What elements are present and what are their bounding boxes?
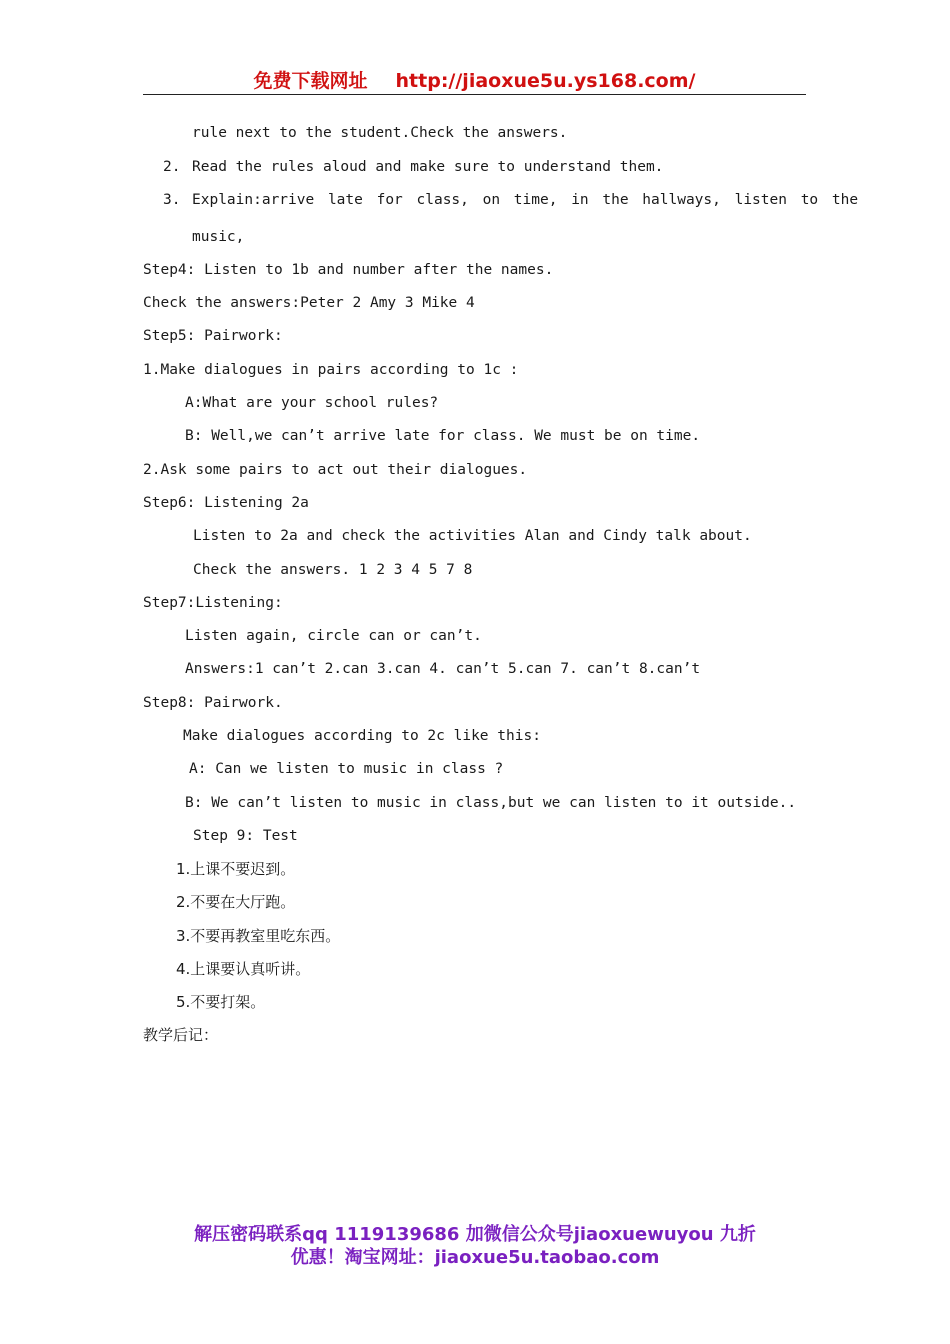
footer-line-1: 解压密码联系qq 1119139686 加微信公众号jiaoxuewuyou 九折	[194, 1224, 756, 1245]
step-heading: Step 9: Test	[193, 828, 298, 844]
test-item: 5.不要打架。	[176, 993, 266, 1011]
text-line: Make dialogues according to 2c like this:	[183, 728, 541, 744]
text-line: 1.Make dialogues in pairs according to 1c :	[143, 362, 519, 378]
text-line: Listen again, circle can or can’t.	[185, 628, 482, 644]
header-url-link[interactable]: http://jiaoxue5u.ys168.com/	[395, 70, 696, 92]
text-line: Answers:1 can’t 2.can 3.can 4. can’t 5.can 7. can’t 8.can’t	[185, 661, 701, 677]
page-header	[143, 66, 806, 95]
dialogue-line: B: We can’t listen to music in class,but we can listen to it outside..	[185, 795, 797, 811]
list-number: 2.	[163, 159, 181, 175]
list-number: 3.	[163, 192, 181, 208]
dialogue-line: A:What are your school rules?	[185, 395, 439, 411]
text-line: music,	[192, 229, 245, 245]
step-heading: Step8: Pairwork.	[143, 695, 283, 711]
step-heading: Step6: Listening 2a	[143, 495, 309, 511]
text-line: Explain:arrive late for class, on time, in the hallways, listen to the	[192, 192, 859, 208]
test-item: 3.不要再教室里吃东西。	[176, 927, 341, 945]
header-title: 免费下载网址	[253, 70, 368, 92]
step-heading: Step7:Listening:	[143, 595, 283, 611]
test-item: 2.不要在大厅跑。	[176, 893, 296, 911]
step-heading: Step4: Listen to 1b and number after the names.	[143, 262, 554, 278]
text-line: 2.Ask some pairs to act out their dialogues.	[143, 462, 528, 478]
text-line: Listen to 2a and check the activities Alan and Cindy talk about.	[193, 528, 752, 544]
step-heading: Step5: Pairwork:	[143, 328, 283, 344]
test-item: 1.上课不要迟到。	[176, 860, 296, 878]
text-line: Check the answers. 1 2 3 4 5 7 8	[193, 562, 473, 578]
teaching-notes-label: 教学后记：	[143, 1026, 219, 1044]
dialogue-line: A: Can we listen to music in class ?	[189, 761, 504, 777]
text-line: Read the rules aloud and make sure to understand them.	[192, 159, 664, 175]
text-line: rule next to the student.Check the answers.	[192, 125, 568, 141]
footer-line-2: 优惠！淘宝网址：jiaoxue5u.taobao.com	[290, 1247, 660, 1268]
test-item: 4.上课要认真听讲。	[176, 960, 311, 978]
dialogue-line: B: Well,we can’t arrive late for class. We must be on time.	[185, 428, 701, 444]
text-line: Check the answers:Peter 2 Amy 3 Mike 4	[143, 295, 475, 311]
